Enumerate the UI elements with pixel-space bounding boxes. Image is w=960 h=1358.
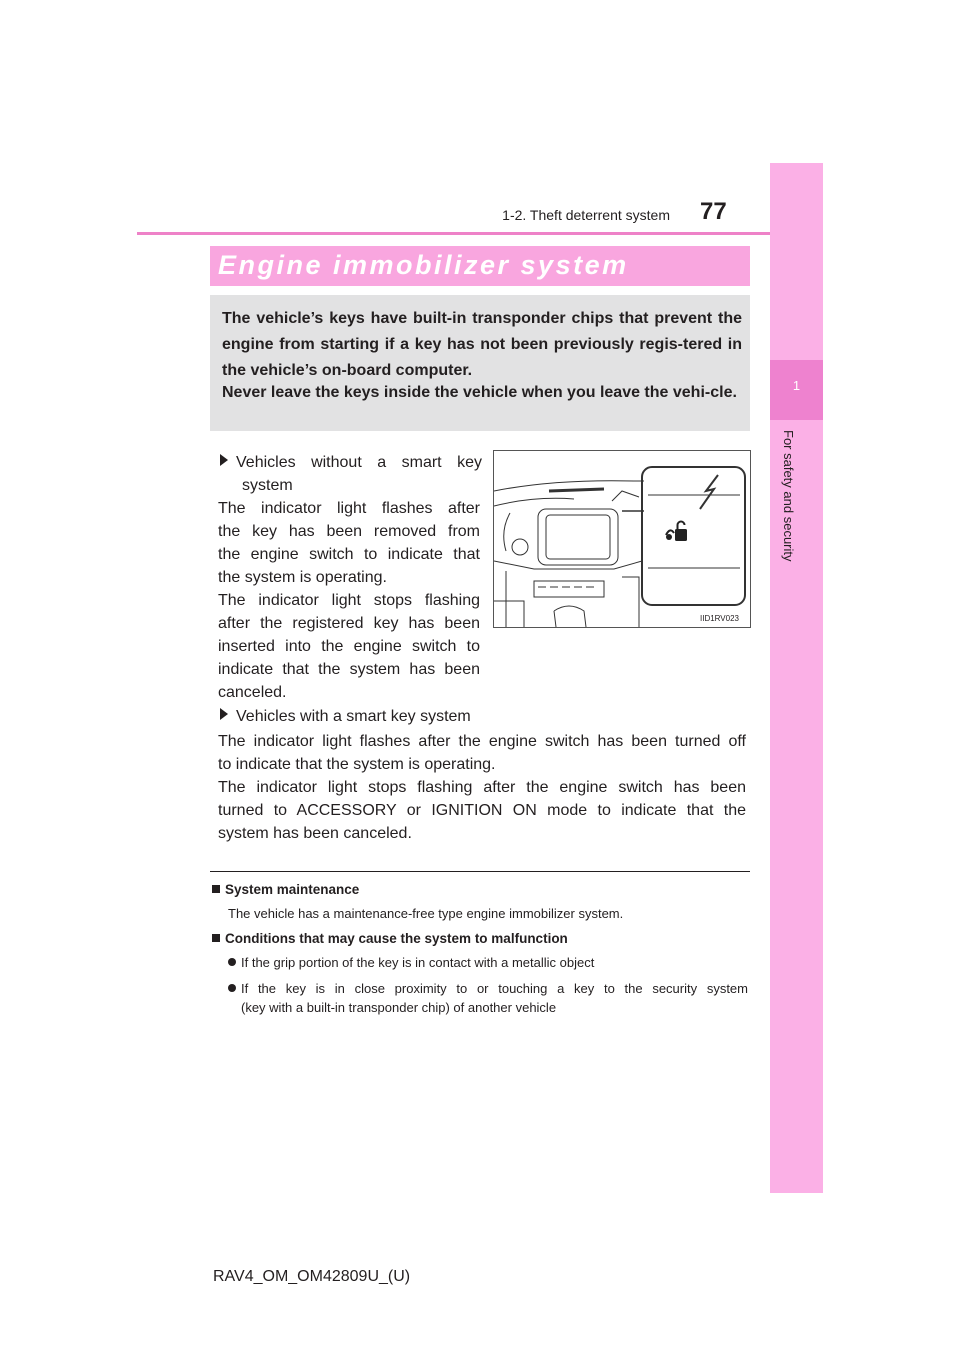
subheading-line-1: Vehicles without a smart key xyxy=(236,454,482,471)
text-line: The indicator light stops flashing xyxy=(218,592,480,609)
intro-paragraph-2: Never leave the keys inside the vehicle when you leave the vehi-cle. xyxy=(222,384,737,401)
subheading-with-smart-key xyxy=(220,705,740,728)
text-line: canceled. xyxy=(218,684,287,701)
paragraph-with-smart-key xyxy=(218,730,746,845)
dashboard-illustration xyxy=(493,450,751,628)
section-header: 1-2. Theft deterrent system xyxy=(502,207,670,223)
note-heading-malfunction xyxy=(212,931,568,946)
text-line: The indicator light flashes after the engine switch has been turned off xyxy=(218,733,746,750)
text-line: the engine switch to indicate that xyxy=(218,546,480,563)
subheading-without-smart-key xyxy=(220,451,482,497)
subheading-line-2: system xyxy=(242,477,293,494)
note-heading-maintenance xyxy=(212,882,359,897)
note-bullet-1 xyxy=(228,953,748,972)
text-line: turned to ACCESSORY or IGNITION ON mode to indicate that the xyxy=(218,802,746,819)
note-heading-text: Conditions that may cause the system to malfunction xyxy=(225,931,568,946)
square-bullet-icon xyxy=(212,885,220,893)
header-rule xyxy=(137,232,823,235)
note-bullet-text: If the grip portion of the key is in contact with a metallic object xyxy=(241,955,595,970)
note-bullet-text: If the key is in close proximity to or touching a key to the security system xyxy=(241,981,748,996)
dashboard-drawing xyxy=(494,451,750,627)
square-bullet-icon xyxy=(212,934,220,942)
triangle-bullet-icon xyxy=(220,454,228,466)
chapter-label: For safety and security xyxy=(781,430,796,562)
text-line: the system is operating. xyxy=(218,569,387,586)
text-line: The indicator light flashes after xyxy=(218,500,480,517)
round-bullet-icon xyxy=(228,984,236,992)
text-line: to indicate that the system is operating. xyxy=(218,756,496,773)
note-text-maintenance: The vehicle has a maintenance-free type engine immobilizer system. xyxy=(228,906,624,921)
section-divider xyxy=(210,871,750,872)
immobilizer-indicator-icon xyxy=(666,522,687,542)
figure-code: IID1RV023 xyxy=(700,614,739,623)
document-code-footer: RAV4_OM_OM42809U_(U) xyxy=(213,1268,411,1285)
page-title: Engine immobilizer system xyxy=(218,250,629,280)
text-line: inserted into the engine switch to xyxy=(218,638,480,655)
note-heading-text: System maintenance xyxy=(225,882,360,897)
chapter-number: 1 xyxy=(792,378,801,393)
chapter-side-tab xyxy=(770,163,823,1193)
text-line: indicate that the system has been xyxy=(218,661,480,678)
text-line: after the registered key has been xyxy=(218,615,480,632)
subheading-text: Vehicles with a smart key system xyxy=(236,708,471,725)
paragraph-without-smart-key xyxy=(218,497,480,704)
text-line: The indicator light stops flashing after the engine switch has been xyxy=(218,779,746,796)
text-line: the key has been removed from xyxy=(218,523,480,540)
intro-paragraph-1: The vehicle’s keys have built-in transponder chips that prevent the engine from starting if a key has not been previously regis-tered in the vehicle’s on-board computer. xyxy=(222,310,742,379)
triangle-bullet-icon xyxy=(220,708,228,720)
note-bullet-text-cont: (key with a built-in transponder chip) of another vehicle xyxy=(241,1000,557,1015)
round-bullet-icon xyxy=(228,958,236,966)
text-line: system has been canceled. xyxy=(218,825,412,842)
page-number: 77 xyxy=(700,198,727,225)
note-bullet-2 xyxy=(228,979,748,1017)
